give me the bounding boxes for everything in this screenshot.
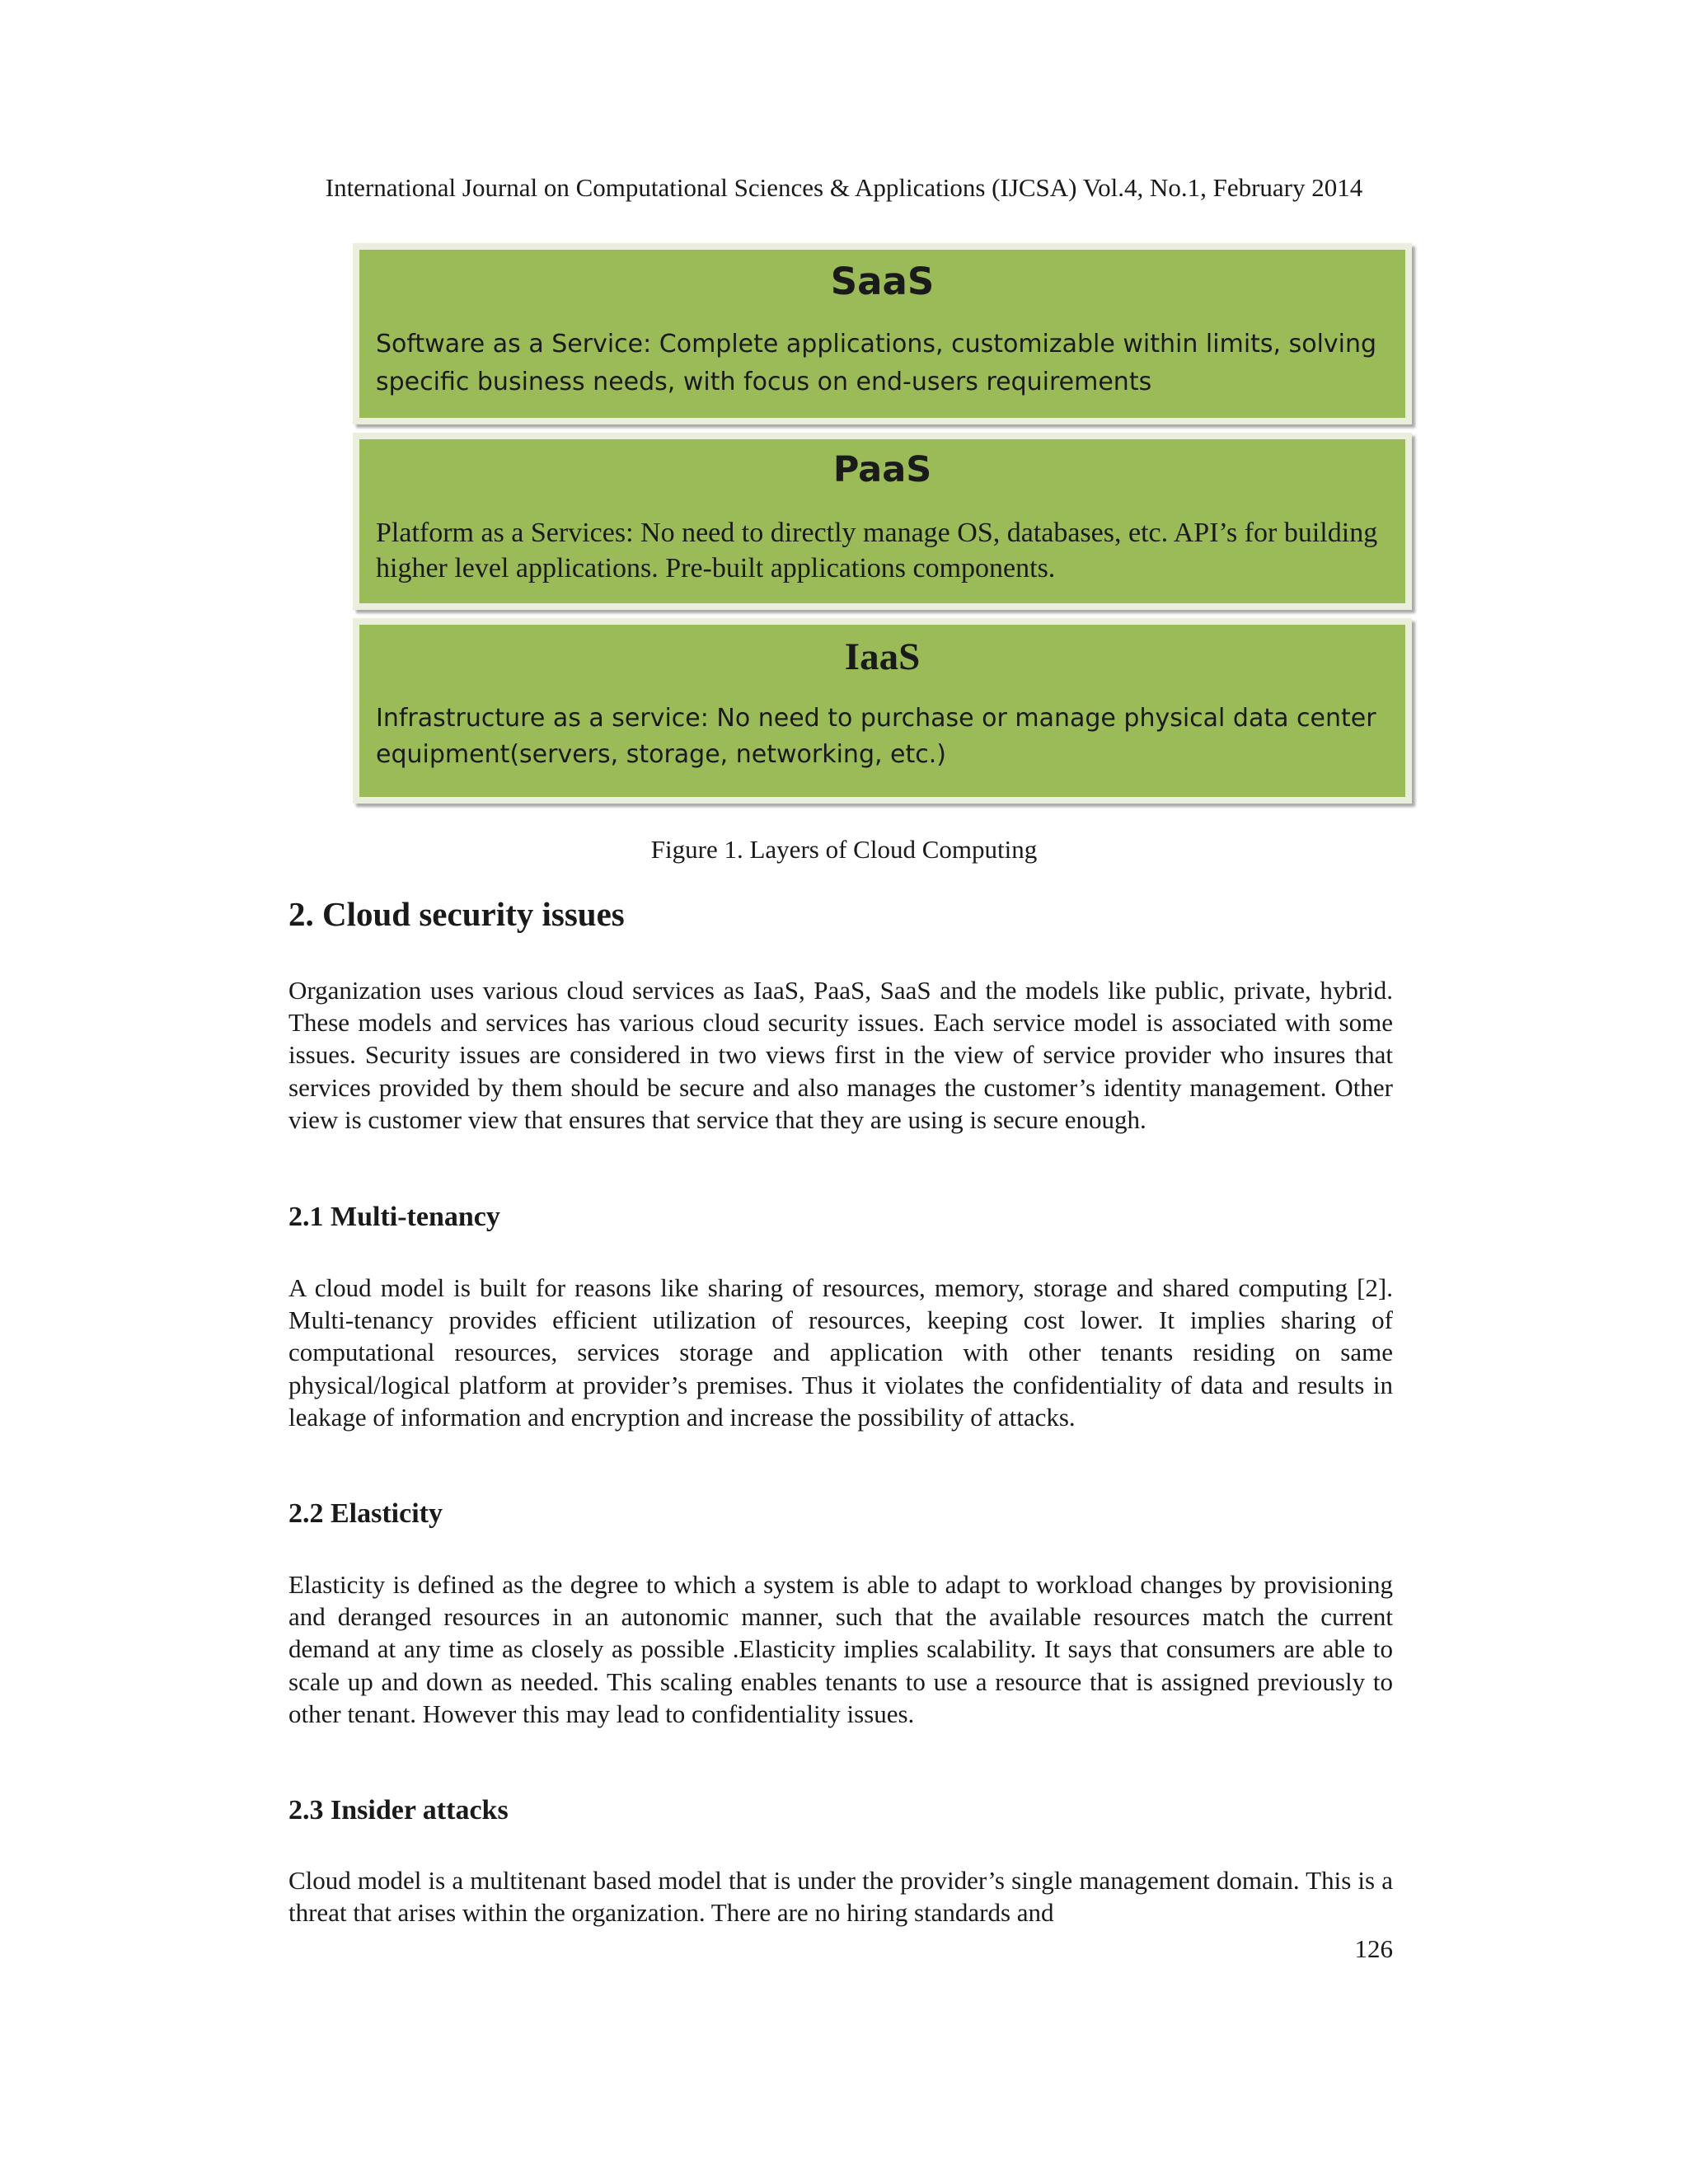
section-intro-paragraph: Organization uses various cloud services as IaaS, PaaS, SaaS and the models like public, private, hybrid. These models and services has various cloud security issues. Each service model is associated with some issues. Security issues are considered in two views first in the view of service provider who insures that services provided by them should be secure and also manages the customer’s identity management. Other view is customer view that ensures that service that they are using is secure enough. — [288, 976, 1393, 1134]
insider-attacks-paragraph: Cloud model is a multitenant based model that is under the provider’s single management domain. This is a threat that arises within the organization. There are no hiring standards and — [288, 1866, 1393, 1928]
saas-title: SaaS — [830, 260, 935, 303]
paas-layer — [353, 433, 1412, 610]
page-number: 126 — [1354, 1934, 1393, 1963]
elasticity-paragraph: Elasticity is defined as the degree to which a system is able to adapt to workload changes by provisioning and deranged resources in an autonomic manner, such that the available resources match the current demand at any time as closely as possible .Elasticity implies scalability. It says that consumers are able to scale up and down as needed. This scaling enables tenants to use a resource that is assigned previously to other tenant. However this may lead to confidentiality issues. — [288, 1570, 1393, 1728]
iaas-layer — [353, 618, 1412, 804]
iaas-description: Infrastructure as a service: No need to purchase or manage physical data center equipment(servers, storage, networking, etc.) — [376, 704, 1376, 769]
journal-header: International Journal on Computational Sciences & Applications (IJCSA) Vol.4, No.1, February 2014 — [325, 173, 1363, 202]
paas-title: PaaS — [832, 449, 932, 490]
figure-caption: Figure 1. Layers of Cloud Computing — [650, 835, 1038, 864]
cloud-layers-figure — [353, 243, 1412, 812]
iaas-title: IaaS — [844, 635, 921, 678]
multi-tenancy-paragraph: A cloud model is built for reasons like sharing of resources, memory, storage and shared computing [2]. Multi-tenancy provides efficient utilization of resources, keeping cost lower. It implies sharing of computational resources, services storage and application with other tenants residing on same physical/logical platform at provider’s premises. Thus it violates the confidentiality of data and results in leakage of information and encryption and increase the possibility of attacks. — [288, 1273, 1393, 1432]
subsection-heading-insider-attacks: 2.3 Insider attacks — [288, 1795, 509, 1825]
subsection-heading-elasticity: 2.2 Elasticity — [288, 1498, 443, 1529]
paas-description: Platform as a Services: No need to directly manage OS, databases, etc. API’s for building higher level applications. Pre-built applications components. — [376, 518, 1378, 583]
subsection-heading-multi-tenancy: 2.1 Multi-tenancy — [288, 1202, 500, 1232]
saas-layer — [353, 243, 1412, 424]
section-heading: 2. Cloud security issues — [288, 895, 625, 933]
saas-description: Software as a Service: Complete applications, customizable within limits, solving specific business needs, with focus on end-users requirements — [376, 330, 1377, 396]
